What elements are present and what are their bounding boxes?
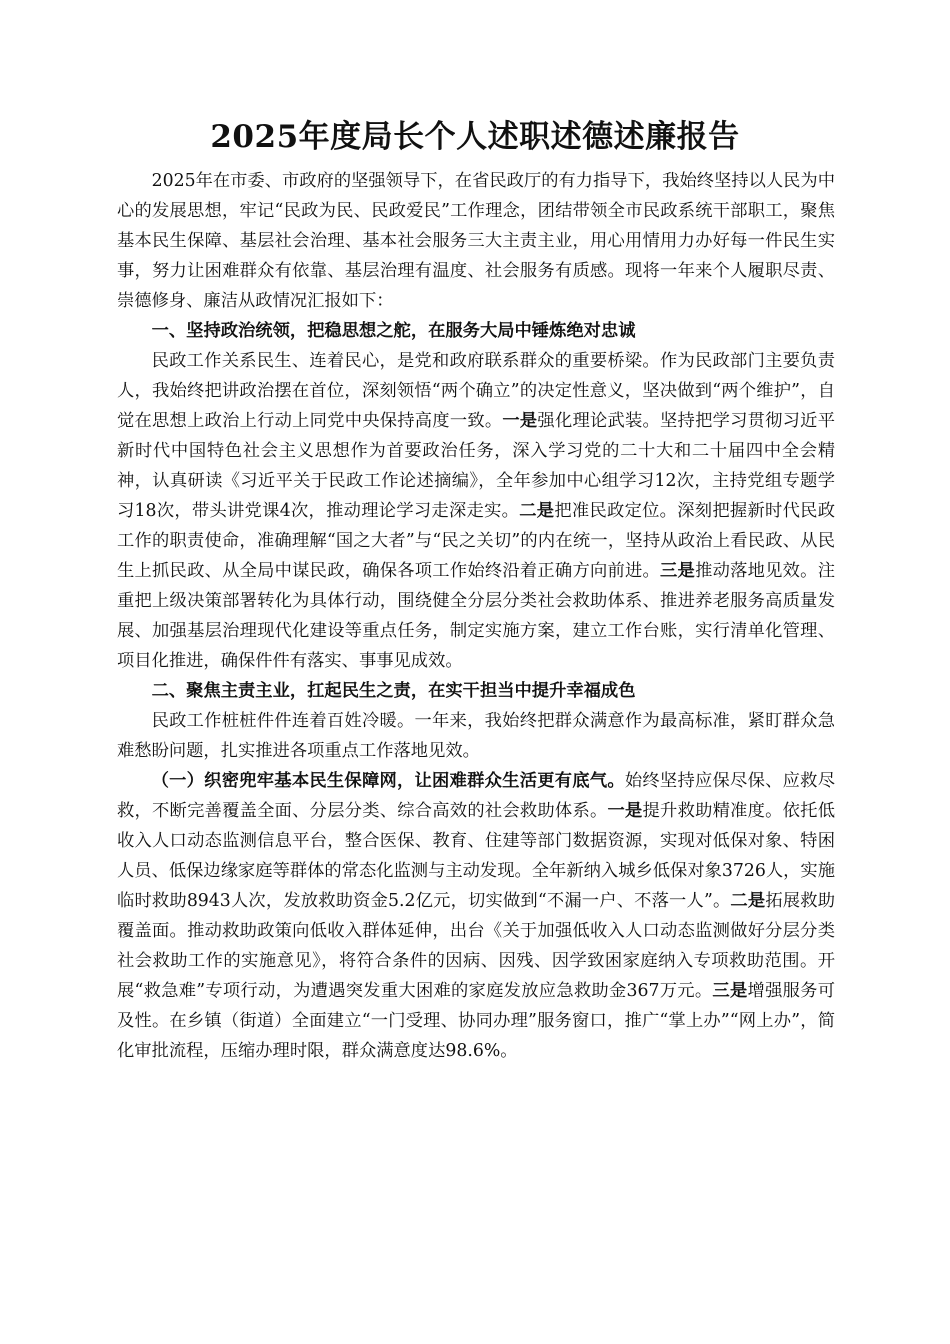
emphasis-label: 三是 xyxy=(660,561,696,581)
subsection-heading-1: （一）织密兜牢基本民生保障网，让困难群众生活更有底气。 xyxy=(151,771,625,791)
emphasis-label: 一是 xyxy=(502,411,538,431)
emphasis-label: 三是 xyxy=(712,981,748,1001)
intro-text: 2025年在市委、市政府的坚强领导下，在省民政厅的有力指导下，我始终坚持以人民为中心的发展思想，牢记“民政为民、民政爱民”工作理念，团结带领全市民政系统干部职工，聚焦基本民生保障、基层社会治理、基本社会服务三大主责主业，用心用情用力办好每一件民生实事，努力让困难群众有依靠、基层治理有温度、社会服务有质感。现将一年来个人履职尽责、崇德修身、廉洁从政情况汇报如下： xyxy=(117,171,835,311)
document-body xyxy=(117,166,835,1066)
section-2-intro-paragraph xyxy=(117,706,835,766)
section-heading-1: 一、坚持政治统领，把稳思想之舵，在服务大局中锤炼绝对忠诚 xyxy=(151,321,636,341)
intro-paragraph xyxy=(117,166,835,316)
subsection-1-paragraph xyxy=(117,766,835,1066)
emphasis-label: 一是 xyxy=(607,801,643,821)
text-segment: 民政工作关系民生、连着民心，是党和政府联系群众的重要桥梁。作为民政部门主要负责人，我始终把讲政治摆在首位，深刻领悟“两个确立”的决定性意义，坚决做到“两个维护”，自觉在思想上政治上行动上同党中央保持高度一致。 xyxy=(117,351,835,431)
text-segment: 强化理论武装。坚持把学习贯彻习近平新时代中国特色社会主义思想作为首要政治任务，深入学习党的二十大和二十届四中全会精神，认真研读《习近平关于民政工作论述摘编》，全年参加中心组学习12次，主持党组专题学习18次，带头讲党课4次，推动理论学习走深走实。 xyxy=(117,411,835,521)
text-segment: 始终坚持应保尽保、应救尽救，不断完善覆盖全面、分层分类、综合高效的社会救助体系。 xyxy=(117,771,835,821)
emphasis-label: 二是 xyxy=(519,501,555,521)
section-heading-2: 二、聚焦主责主业，扛起民生之责，在实干担当中提升幸福成色 xyxy=(151,681,636,701)
text-segment: 增强服务可及性。在乡镇（街道）全面建立“一门受理、协同办理”服务窗口，推广“掌上办”“网上办”，简化审批流程，压缩办理时限，群众满意度达98.6%。 xyxy=(117,981,835,1061)
text-segment: 推动落地见效。注重把上级决策部署转化为具体行动，围绕健全分层分类社会救助体系、推进养老服务高质量发展、加强基层治理现代化建设等重点任务，制定实施方案，建立工作台账，实行清单化管理、项目化推进，确保件件有落实、事事见成效。 xyxy=(117,561,835,671)
text-segment: 民政工作桩桩件件连着百姓冷暖。一年来，我始终把群众满意作为最高标准，紧盯群众急难愁盼问题，扎实推进各项重点工作落地见效。 xyxy=(117,711,835,761)
emphasis-label: 二是 xyxy=(730,891,766,911)
text-segment: 提升救助精准度。依托低收入人口动态监测信息平台，整合医保、教育、住建等部门数据资源，实现对低保对象、特困人员、低保边缘家庭等群体的常态化监测与主动发现。全年新纳入城乡低保对象3726人，实施临时救助8943人次，发放救助资金5.2亿元，切实做到“不漏一户、不落一人”。 xyxy=(117,801,835,911)
section-1-paragraph xyxy=(117,346,835,676)
text-segment: 拓展救助覆盖面。推动救助政策向低收入群体延伸，出台《关于加强低收入人口动态监测做好分层分类社会救助工作的实施意见》，将符合条件的因病、因残、因学致困家庭纳入专项救助范围。开展“救急难”专项行动，为遭遇突发重大困难的家庭发放应急救助金367万元。 xyxy=(117,891,835,1001)
text-segment: 把准民政定位。深刻把握新时代民政工作的职责使命，准确理解“国之大者”与“民之关切”的内在统一，坚持从政治上看民政、从民生上抓民政、从全局中谋民政，确保各项工作始终沿着正确方向前进。 xyxy=(117,501,835,581)
document-title: 2025年度局长个人述职述德述廉报告 xyxy=(210,119,740,155)
